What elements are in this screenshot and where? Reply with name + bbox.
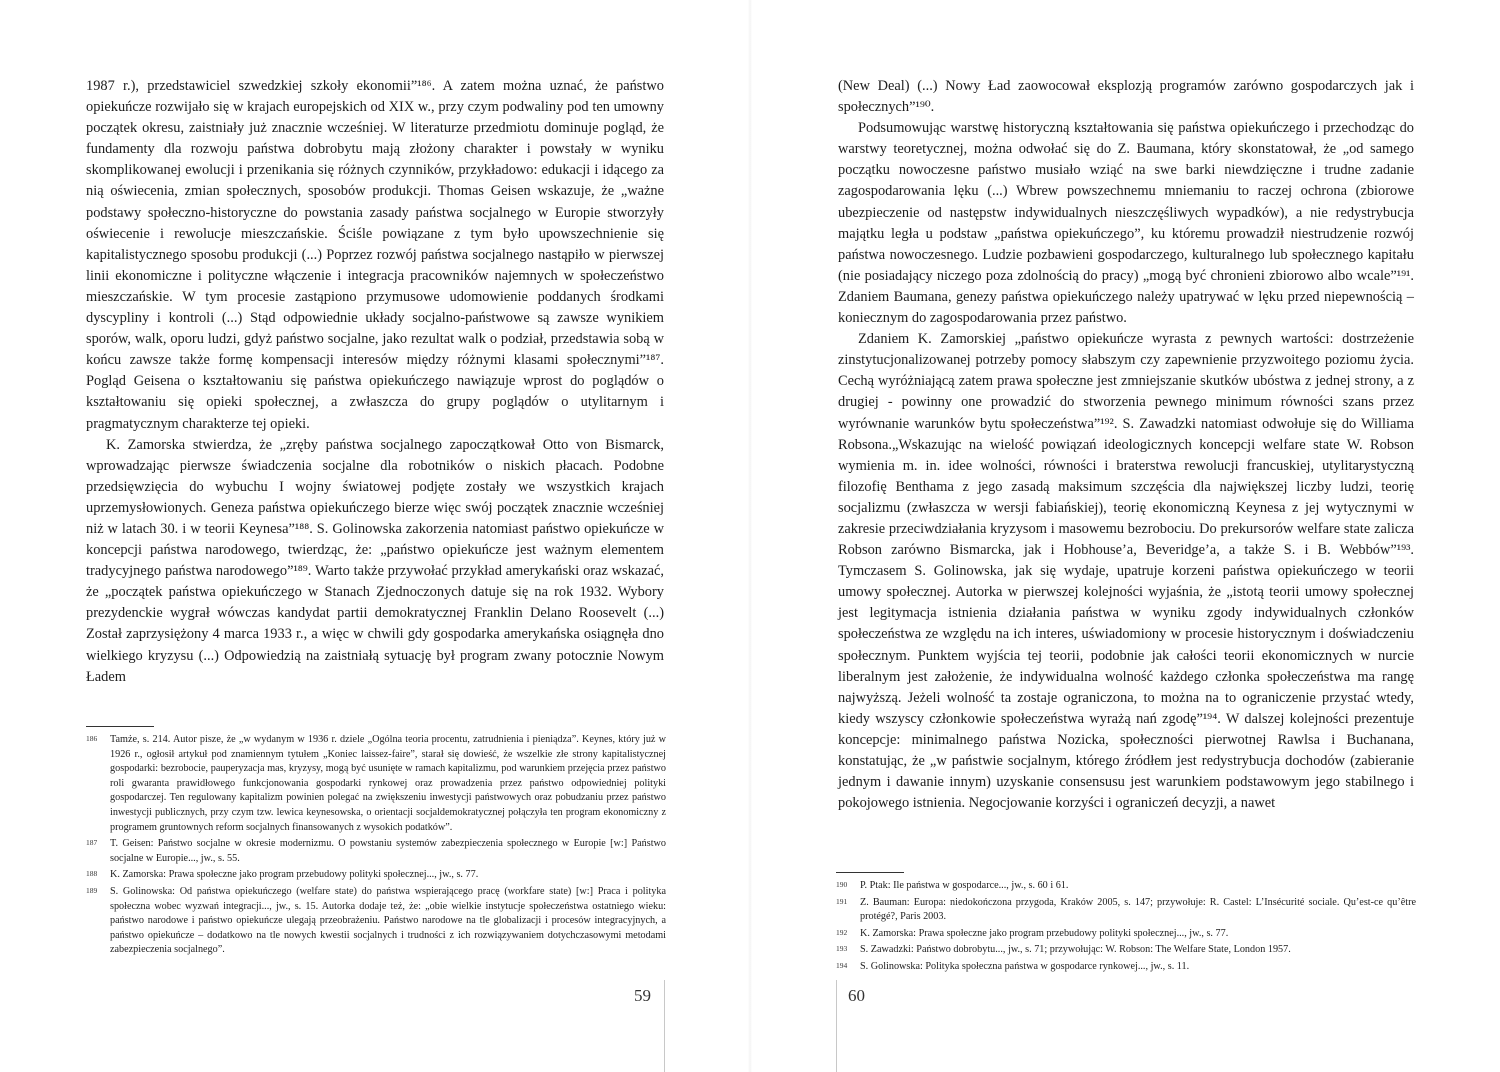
footnote-text: T. Geisen: Państwo socjalne w okresie modernizmu. O powstaniu systemów zabezpieczenia społecznego w Europie [w:] Państwo socjalne w Europie..., jw., s. 55.	[110, 838, 666, 864]
book-spine	[748, 0, 752, 1072]
footnote	[86, 733, 666, 835]
footnote	[836, 943, 1416, 958]
footnote-number: 191	[836, 896, 848, 906]
right-page-body	[838, 76, 1414, 814]
page-number-right: 60	[848, 986, 865, 1005]
footnote-text: K. Zamorska: Prawa społeczne jako program przebudowy polityki społecznej..., jw., s. 77.	[110, 869, 479, 881]
footnote-text: S. Golinowska: Polityka społeczna państwa w gospodarce rynkowej..., jw., s. 11.	[860, 960, 1190, 972]
footnote-number: 187	[86, 838, 98, 848]
footnote-separator	[86, 726, 154, 727]
footnote-number: 192	[836, 927, 848, 937]
page-divider-left	[664, 980, 665, 1072]
paragraph: K. Zamorska stwierdza, że „zręby państwa socjalnego zapoczątkował Otto von Bismarck, wprowadzając pierwsze świadczenia socjalne dla robotników o niskich płacach. Podobne przedsięwzięcia do wybuchu I wojny światowej podjęte zostały we wszystkich krajach uprzemysłowionych. Geneza państwa opiekuńczego bierze więc swój początek znacznie wcześniej niż w latach 30. i w teorii Keynesa”¹⁸⁸. S. Golinowska zakorzenia natomiast państwo opiekuńcze w koncepcji państwa narodowego, twierdząc, że: „państwo opiekuńcze jest ważnym elementem tradycyjnego państwa narodowego”¹⁸⁹. Warto także przywołać przykład amerykański oraz wskazać, że „początek państwa opiekuńczego w Stanach Zjednoczonych datuje się na rok 1932. Wybory prezydenckie wygrał wówczas kandydat partii demokratycznej Franklin Delano Roosevelt (...) Został zaprzysiężony 4 marca 1933 r., a więc w chwili gdy gospodarka amerykańska osiągnęła dno wielkiego kryzysu (...) Odpowiedzią na zaistniałą sytuację był program zwany potocznie Nowym Ładem	[86, 436, 664, 685]
page-number-left: 59	[634, 986, 651, 1005]
paragraph: Podsumowując warstwę historyczną kształtowania się państwa opiekuńczego i przechodząc do warstwy teoretycznej, można odwołać się do Z. Baumana, który skonstatował, że „od samego początku nowoczesne państwo musiało wziąć na swe barki niewdzięczne i trudne zadanie zagospodarowania lęku (...) Wbrew powszechnemu mniemaniu to raczej ochrona (zbiorowe ubezpieczenie od następstw indywidualnych nieszczęśliwych wypadków), a nie redystrybucja majątku legła u podstaw „państwa opiekuńczego”, ku któremu prowadził niestrudzenie rozwój państwa nowoczesnego. Ludzie pozbawieni gospodarczego, kulturalnego lub społecznego kapitału (nie posiadający niczego poza zdolnością do pracy) „mogą być chronieni zbiorowo albo wcale”¹⁹¹. Zdaniem Baumana, genezy państwa opiekuńczego należy upatrywać w lęku przed niepewnością – koniecznym do zagospodarowania przez państwo.	[838, 120, 1414, 327]
footnote-number: 188	[86, 869, 98, 879]
footnote	[86, 868, 666, 883]
footnote-number: 189	[86, 885, 98, 895]
footnote-number: 186	[86, 734, 98, 743]
page-divider-right	[836, 980, 837, 1072]
paragraph: 1987 r.), przedstawiciel szwedzkiej szkoły ekonomii”¹⁸⁶. A zatem można uznać, że państwo opiekuńcze rozwijało się w krajach europejskich od XIX w., przy czym podwaliny pod ten umowny początek okresu, zaistniały już znacznie wcześniej. W literaturze przedmiotu dominuje pogląd, że fundamenty dla rozwoju państwa dobrobytu mają złożony charakter i powstały w wyniku skomplikowanej ewolucji i przenikania się różnych czynników, przykładowo: edukacji i idącego za nią oświecenia, zmian społecznych, sposobów produkcji. Thomas Geisen wskazuje, że „ważne podstawy społeczno-historyczne do powstania zasady państwa socjalnego w Europie stworzyły oświecenie i rewolucje mieszczańskie. Ściśle powiązane z tym było upowszechnienie się kapitalistycznego sposobu produkcji (...) Poprzez rozwój państwa socjalnego nastąpiło w pierwszej linii ekonomiczne i polityczne włączenie i integracja pracowników najemnych w społeczeństwo mieszczańskie. W tym procesie zastąpiono przymusowe udomowienie poddanych środkami dyscypliny i kontroli (...) Stąd odpowiednie układy socjalno-państwowe są zawsze wynikiem sporów, walk, oporu ludzi, gdyż państwo socjalne, jako rezultat walk o podział, przedstawia sobą w końcu zawsze także formę kompensacji interesów między różnymi klasami społecznymi”¹⁸⁷. Pogląd Geisena o kształtowaniu się państwa opiekuńczego nawiązuje wprost do poglądów o kształtowaniu się opieki społecznej, a zwłaszcza do grupy poglądów o utylitarnym i pragmatycznym charakterze tej opieki.	[86, 78, 664, 432]
footnote-separator	[836, 872, 904, 873]
footnote	[86, 885, 666, 958]
left-page	[86, 76, 664, 688]
footnote-number: 190	[836, 880, 848, 889]
footnote-text: Tamże, s. 214. Autor pisze, że „w wydanym w 1936 r. dziele „Ogólna teoria procentu, zatrudnienia i pieniądza”. Keynes, który już w 1926 r., ogłosił artykuł pod znamiennym tytułem „Koniec laissez-faire”, starał się dowieść, że wszelkie złe strony kapitalistycznej gospodarki: bezrobocie, pauperyzacja mas, kryzysy, mogą być usunięte w ramach kapitalizmu, pod warunkiem przejęcia przez państwo roli gwaranta prawidłowego funkcjonowania gospodarki rynkowej oraz prowadzenia przez państwo odpowiedniej polityki gospodarczej. Ten regulowany kapitalizm powinien polegać na zwiększeniu inwestycji państwowych oraz pobudzaniu przez państwo inwestycji publicznych, przy czym tzw. lewica keynesowska, o orientacji socjaldemokratycznej połączyła ten program ekonomiczny z programem gruntownych reform socjalnych finansowanych z wysokich podatków”.	[110, 734, 666, 833]
footnote-text: P. Ptak: Ile państwa w gospodarce..., jw., s. 60 i 61.	[860, 880, 1069, 891]
left-footnotes	[86, 726, 666, 960]
right-footnotes	[836, 872, 1416, 977]
footnote	[836, 927, 1416, 942]
footnote-text: S. Zawadzki: Państwo dobrobytu..., jw., s. 71; przywołując: W. Robson: The Welfare State, London 1957.	[860, 944, 1291, 956]
footnote-text: Z. Bauman: Europa: niedokończona przygoda, Kraków 2005, s. 147; przywołuje: R. Castel: L’Insécurité sociale. Qu’est-ce qu’être protégé?, Paris 2003.	[860, 896, 1416, 923]
footnote-text: K. Zamorska: Prawa społeczne jako program przebudowy polityki społecznej..., jw., s. 77.	[860, 927, 1229, 939]
left-page-body	[86, 76, 664, 688]
footnote-number: 193	[836, 944, 848, 954]
footnote-text: S. Golinowska: Od państwa opiekuńczego (welfare state) do państwa wspierającego pracę (workfare state) [w:] Praca i polityka społeczna wobec wyzwań integracji..., jw., s. 15. Autorka dodaje też, że: „obie wielkie instytucje społeczeństwa ostatniego wieku: państwo narodowe i państwo opiekuńcze ulegają przeobrażeniu. Państwo narodowe na tle globalizacji i procesów integracyjnych, a państwo opiekuńcze – dodatkowo na tle nowych kwestii socjalnych i trudności z ich rozwiązywaniem dotychczasowymi metodami zabezpieczenia socjalnego”.	[110, 885, 666, 956]
paragraph: Zdaniem K. Zamorskiej „państwo opiekuńcze wyrasta z pewnych wartości: dostrzeżenie zinstytucjonalizowanej potrzeby pomocy słabszym czy zapewnienie przyzwoitego poziomu życia. Cechą wyróżniającą zatem prawa społeczne jest zmniejszanie skutków ubóstwa z jednej strony, a z drugiej - powinny one prowadzić do stworzenia pewnego minimum równości szans przez wyrównanie warunków bytu społeczeństwa”¹⁹². S. Zawadzki natomiast odwołuje się do Williama Robsona.„Wskazując na wielość powiązań ideologicznych koncepcji welfare state W. Robson wymienia m. in. idee wolności, równości i braterstwa rewolucji francuskiej, utylitarystyczną filozofię Benthama z jego zasadą maksimum szczęścia dla największej liczby ludzi, teorię socjalizmu (zwłaszcza w wersji fabiańskiej), teorię ekonomiczną Keynesa z jej wytycznymi w zakresie przeciwdziałania kryzysom i masowemu bezrobociu. Do prekursorów welfare state zalicza Robson zarówno Bismarcka, jak i Hobhouse’a, Beveridge’a, a także S. i B. Webbów”¹⁹³. Tymczasem S. Golinowska, jak się wydaje, upatruje korzeni państwa opiekuńczego w teorii umowy społecznej. Autorka w pierwszej kolejności wyjaśnia, że „istotą teorii umowy społecznej jest legitymacja istnienia działania państwa w wyniku zgody indywidualnych członków społeczeństwa ze względu na ich interes, uświadomiony w procesie historycznym i doświadczeniu społecznym. Punktem wyjścia tej teorii, podobnie jak całości teorii ekonomicznych w nurcie liberalnym jest założenie, że indywidualna wolność każdego członka społeczeństwa ma rangę najwyższą. Jeżeli wolność ta zostaje ograniczona, to można na to ograniczenie przystać wtedy, kiedy wszyscy członkowie społeczeństwa wyrażą nań zgodę”¹⁹⁴. W dalszej kolejności prezentuje koncepcje: minimalnego państwa Nozicka, społeczności pierwotnej Rawlsa i Buchanana, konstatując, że „w państwie socjalnym, którego źródłem jest redystrybucja dochodów (zabieranie jednym i dawanie innym) uzyskanie consensusu jest warunkiem podstawowym jego stabilnego i pokojowego istnienia. Negocjowanie korzyści i ograniczeń decyzji, a nawet	[838, 331, 1414, 812]
footnote	[86, 837, 666, 866]
footnote	[836, 960, 1416, 975]
paragraph: (New Deal) (...) Nowy Ład zaowocował eksplozją programów zarówno gospodarczych jak i społecznych”¹⁹⁰.	[838, 78, 1414, 116]
footnote	[836, 879, 1416, 894]
footnote	[836, 896, 1416, 925]
footnote-number: 194	[836, 960, 848, 970]
right-page	[838, 76, 1414, 814]
